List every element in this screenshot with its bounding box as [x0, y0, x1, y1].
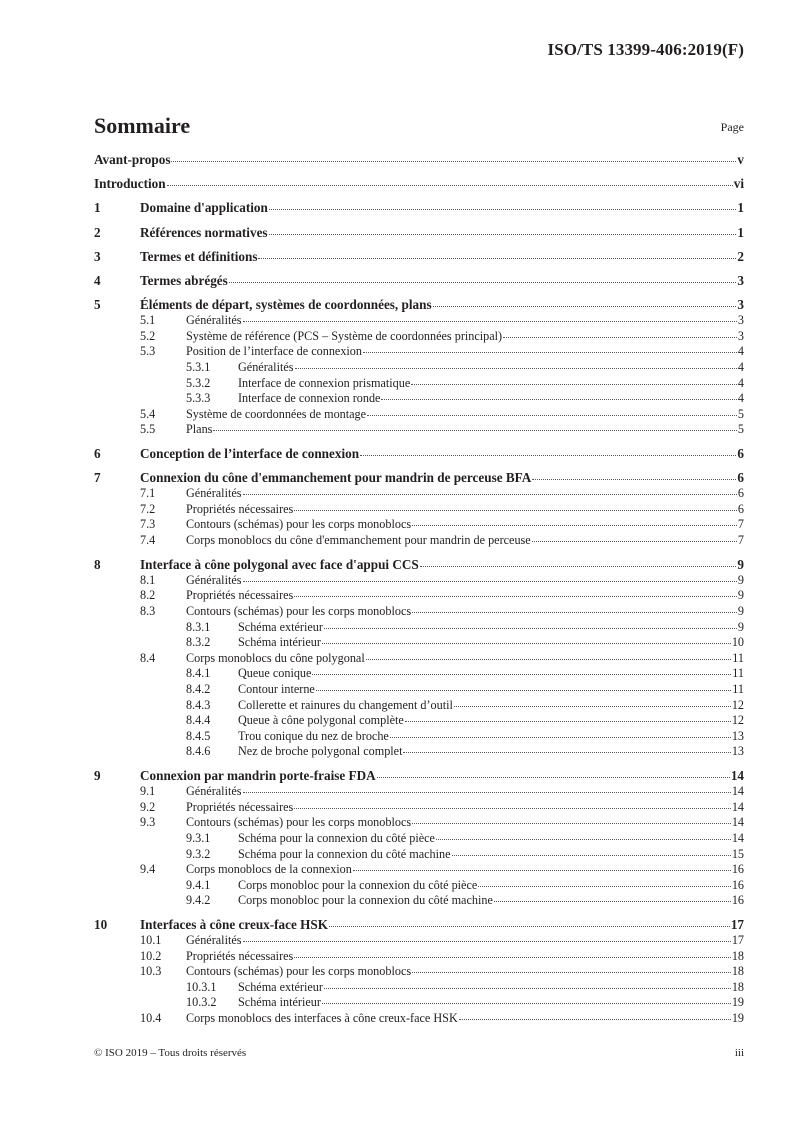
toc-entry-number: 8.3.1: [186, 619, 211, 634]
toc-entry[interactable]: [94, 682, 744, 698]
toc-entry-label[interactable]: Corps monoblocs du cône d'emmanchement pour mandrin de perceuse: [186, 533, 531, 548]
dot-leader: [412, 823, 731, 824]
toc-entry-number: 8.3: [140, 604, 156, 618]
dot-leader: [452, 855, 731, 856]
toc-entry-number: 3: [94, 248, 101, 264]
toc-entry[interactable]: [94, 847, 744, 863]
toc-entry-label[interactable]: Interface de connexion ronde: [238, 391, 381, 406]
toc-entry[interactable]: [94, 666, 744, 682]
toc-entry-page[interactable]: 15: [731, 846, 744, 861]
dot-leader: [329, 926, 730, 927]
toc-entry-page[interactable]: 4: [737, 375, 744, 390]
dot-leader: [294, 808, 731, 809]
toc-entry-page[interactable]: 5: [737, 406, 744, 421]
toc-entry-number: 9.3.1: [186, 830, 211, 845]
toc-entry-page[interactable]: 2: [737, 248, 744, 264]
toc-entry-label[interactable]: Propriétés nécessaires: [186, 501, 294, 516]
toc-entry[interactable]: [94, 768, 744, 784]
toc-entry[interactable]: [94, 878, 744, 894]
toc-entry-label[interactable]: Contour interne: [238, 681, 315, 696]
dot-leader: [420, 566, 737, 567]
toc-entry-label[interactable]: Conception de l’interface de connexion: [140, 446, 360, 462]
toc-entry-page[interactable]: 14: [731, 799, 744, 814]
toc-entry-page[interactable]: 1: [737, 200, 744, 216]
dot-leader: [433, 306, 737, 307]
toc-entry[interactable]: [94, 588, 744, 604]
toc-entry-label[interactable]: Schéma intérieur: [238, 635, 321, 650]
dot-leader: [243, 494, 737, 495]
toc-entry[interactable]: [94, 470, 744, 486]
toc-entry-number: 7.2: [140, 501, 156, 516]
toc-entry-label[interactable]: Références normatives: [140, 224, 268, 240]
toc-entry-page[interactable]: 14: [731, 815, 744, 830]
toc-entry[interactable]: [94, 713, 744, 729]
toc-entry[interactable]: [94, 604, 744, 620]
toc-entry-label[interactable]: Propriétés nécessaires: [186, 588, 294, 603]
toc-entry[interactable]: [94, 391, 744, 407]
toc-entry-page[interactable]: 19: [731, 995, 744, 1010]
toc-entry-label[interactable]: Corps monoblocs du cône polygonal: [186, 650, 365, 665]
dot-leader: [390, 737, 731, 738]
toc-entry-page[interactable]: 16: [731, 893, 744, 908]
toc-entry-page[interactable]: vi: [733, 176, 744, 192]
toc-entry-label[interactable]: Domaine d'application: [140, 200, 268, 216]
toc-entry-number: 5: [94, 297, 101, 313]
page-number: iii: [734, 1047, 744, 1059]
toc-entry[interactable]: [94, 651, 744, 667]
toc-entry-page[interactable]: 7: [737, 517, 744, 532]
dot-leader: [503, 337, 737, 338]
toc-entry-label[interactable]: Plans: [186, 422, 213, 437]
toc-entry[interactable]: [94, 313, 744, 329]
dot-leader: [353, 870, 731, 871]
toc-entry-page[interactable]: 9: [737, 619, 744, 634]
dot-leader: [405, 721, 731, 722]
toc-entry-page[interactable]: 5: [737, 422, 744, 437]
toc-entry-page[interactable]: v: [737, 152, 744, 167]
toc-entry-number: 5.5: [140, 422, 156, 437]
toc-entry[interactable]: [94, 815, 744, 831]
dot-leader: [322, 643, 731, 644]
toc-entry-page[interactable]: 13: [731, 744, 744, 759]
toc-entry-page[interactable]: 14: [731, 784, 744, 799]
toc-entry-number: 10.3.1: [186, 979, 217, 994]
toc-entry-label[interactable]: Contours (schémas) pour les corps monoblocs: [186, 964, 412, 979]
toc-entry-number: 4: [94, 272, 101, 288]
toc-entry-label[interactable]: Nez de broche polygonal complet: [238, 744, 403, 759]
dot-leader: [243, 581, 737, 582]
toc-entry[interactable]: [94, 376, 744, 392]
toc-entry-number: 8.4.2: [186, 681, 211, 696]
dot-leader: [243, 321, 737, 322]
dot-leader: [436, 839, 731, 840]
toc-entry-page[interactable]: 19: [731, 1011, 744, 1026]
toc-entry-label[interactable]: Corps monoblocs des interfaces à cône creux-face HSK: [186, 1011, 458, 1026]
dot-leader: [171, 161, 736, 162]
toc-entry-number: 5.4: [140, 406, 156, 421]
toc-entry-label[interactable]: Éléments de départ, systèmes de coordonnées, plans: [140, 297, 432, 313]
toc-entry-label[interactable]: Généralités: [238, 359, 294, 374]
dot-leader: [532, 541, 737, 542]
dot-leader: [360, 455, 736, 456]
toc-entry-number: 5.1: [140, 313, 156, 328]
toc-entry-number: 7.1: [140, 486, 156, 501]
toc-entry-number: 8.4.1: [186, 666, 211, 681]
dot-leader: [294, 596, 737, 597]
dot-leader: [243, 941, 731, 942]
toc-entry[interactable]: [94, 893, 744, 909]
toc-entry-number: 10.3: [140, 964, 162, 979]
toc-entry-page[interactable]: 6: [737, 446, 744, 462]
toc-entry-label[interactable]: Trou conique du nez de broche: [238, 728, 389, 743]
dot-leader: [324, 628, 737, 629]
toc-entry-label[interactable]: Termes abrégés: [140, 272, 228, 288]
toc-entry-number: 10.2: [140, 948, 162, 963]
toc-entry[interactable]: [94, 831, 744, 847]
toc-entry-label[interactable]: Avant-propos: [94, 152, 171, 167]
toc-entry-page[interactable]: 4: [737, 359, 744, 374]
toc-entry-label[interactable]: Généralités: [186, 313, 242, 328]
toc-entry-label[interactable]: Queue conique: [238, 666, 312, 681]
toc-entry[interactable]: [94, 949, 744, 965]
toc-entry-label[interactable]: Collerette et rainures du changement d’outil: [238, 697, 453, 712]
dot-leader: [412, 612, 737, 613]
toc-entry[interactable]: [94, 225, 744, 241]
dot-leader: [366, 659, 732, 660]
toc-entry-number: 8.1: [140, 572, 156, 587]
toc-entry-number: 8.4.6: [186, 744, 211, 759]
toc-entry-label[interactable]: Schéma extérieur: [238, 979, 323, 994]
toc-entry-number: 7.4: [140, 533, 156, 548]
dot-leader: [243, 792, 731, 793]
toc-entry-label[interactable]: Termes et définitions: [140, 248, 258, 264]
toc-entry[interactable]: [94, 557, 744, 573]
toc-entry-page[interactable]: 6: [737, 470, 744, 486]
dot-leader: [459, 1019, 731, 1020]
toc-entry-number: 10: [94, 917, 108, 933]
copyright-notice: © ISO 2019 – Tous droits réservés: [94, 1047, 247, 1059]
toc-entry[interactable]: [94, 635, 744, 651]
dot-leader: [295, 368, 737, 369]
dot-leader: [412, 972, 731, 973]
toc-entry[interactable]: [94, 152, 744, 168]
toc-entry[interactable]: [94, 273, 744, 289]
toc-entry-page[interactable]: 18: [731, 948, 744, 963]
toc-entry-label[interactable]: Corps monobloc pour la connexion du côté pièce: [238, 877, 478, 892]
toc-entry[interactable]: [94, 486, 744, 502]
toc-entry-label[interactable]: Schéma pour la connexion du côté machine: [238, 846, 451, 861]
toc-entry[interactable]: [94, 446, 744, 462]
toc-entry-label[interactable]: Schéma intérieur: [238, 995, 321, 1010]
toc-entry-page[interactable]: 12: [731, 697, 744, 712]
toc-entry-page[interactable]: 17: [730, 917, 744, 933]
dot-leader: [316, 690, 731, 691]
toc-entry[interactable]: [94, 800, 744, 816]
toc-entry-page[interactable]: 17: [731, 933, 744, 948]
toc-entry-page[interactable]: 14: [730, 768, 744, 784]
toc-entry-number: 9.3.2: [186, 846, 211, 861]
toc-entry-label[interactable]: Corps monobloc pour la connexion du côté machine: [238, 893, 493, 908]
dot-leader: [412, 525, 737, 526]
toc-entry[interactable]: [94, 862, 744, 878]
toc-entry-label[interactable]: Propriétés nécessaires: [186, 948, 294, 963]
dot-leader: [381, 399, 736, 400]
toc-entry-page[interactable]: 9: [737, 604, 744, 618]
toc-entry-number: 8: [94, 556, 101, 572]
dot-leader: [229, 282, 737, 283]
toc-entry-page[interactable]: 18: [731, 979, 744, 994]
dot-leader: [167, 185, 733, 186]
page-column-label: Page: [720, 120, 744, 134]
dot-leader: [367, 415, 737, 416]
toc-entry-label[interactable]: Système de référence (PCS – Système de coordonnées principal): [186, 328, 503, 343]
toc-entry-page[interactable]: 13: [731, 728, 744, 743]
toc-entry-page[interactable]: 16: [731, 862, 744, 877]
toc-entry-page[interactable]: 6: [737, 486, 744, 501]
toc-entry[interactable]: [94, 980, 744, 996]
dot-leader: [532, 479, 736, 480]
dot-leader: [377, 777, 730, 778]
toc-entry[interactable]: [94, 502, 744, 518]
toc-entry-number: 8.3.2: [186, 635, 211, 650]
toc-entry-page[interactable]: 9: [737, 588, 744, 603]
toc-entry[interactable]: [94, 933, 744, 949]
toc-entry-label[interactable]: Contours (schémas) pour les corps monoblocs: [186, 815, 412, 830]
toc-entry-label[interactable]: Interface de connexion prismatique: [238, 375, 411, 390]
dot-leader: [478, 886, 731, 887]
toc-entry[interactable]: [94, 422, 744, 438]
toc-entry-page[interactable]: 18: [731, 964, 744, 979]
toc-entry[interactable]: [94, 533, 744, 549]
page-title: Sommaire: [94, 113, 191, 138]
dot-leader: [312, 674, 731, 675]
toc-entry-label[interactable]: Généralités: [186, 784, 242, 799]
toc-entry-page[interactable]: 7: [737, 533, 744, 548]
toc-entry-number: 9.3: [140, 815, 156, 830]
toc-entry-number: 9.2: [140, 799, 156, 814]
toc-entry-number: 10.1: [140, 933, 162, 948]
toc-entry[interactable]: [94, 698, 744, 714]
toc-entry-label[interactable]: Propriétés nécessaires: [186, 799, 294, 814]
toc-entry-number: 8.4.5: [186, 728, 211, 743]
toc-entry-number: 5.3.1: [186, 359, 211, 374]
dot-leader: [494, 901, 731, 902]
toc-entry-label[interactable]: Position de l’interface de connexion: [186, 344, 362, 359]
toc-entry-number: 9.4: [140, 862, 156, 877]
toc-entry-label[interactable]: Corps monoblocs de la connexion: [186, 862, 352, 877]
toc-entry-number: 5.3: [140, 344, 156, 359]
toc-entry[interactable]: [94, 407, 744, 423]
toc-entry[interactable]: [94, 329, 744, 345]
toc-entry[interactable]: [94, 249, 744, 265]
toc-entry[interactable]: [94, 784, 744, 800]
toc-entry-label[interactable]: Queue à cône polygonal complète: [238, 713, 404, 728]
toc-entry-label[interactable]: Connexion du cône d'emmanchement pour mandrin de perceuse BFA: [140, 470, 532, 486]
dot-leader: [269, 209, 737, 210]
toc-entry[interactable]: [94, 744, 744, 760]
dot-leader: [213, 430, 736, 431]
toc-entry-number: 9.4.1: [186, 877, 211, 892]
toc-entry-number: 1: [94, 200, 101, 216]
toc-entry[interactable]: [94, 620, 744, 636]
toc-entry-page[interactable]: 11: [732, 681, 744, 696]
toc-entry-page[interactable]: 3: [737, 272, 744, 288]
toc-entry-label[interactable]: Schéma extérieur: [238, 619, 323, 634]
toc-entry-page[interactable]: 12: [731, 713, 744, 728]
toc-entry-label[interactable]: Connexion par mandrin porte-fraise FDA: [140, 768, 376, 784]
toc-entry[interactable]: [94, 729, 744, 745]
toc-entry-number: 7.3: [140, 517, 156, 532]
toc-entry-label[interactable]: Contours (schémas) pour les corps monoblocs: [186, 517, 412, 532]
toc-entry-number: 8.4.3: [186, 697, 211, 712]
toc-entry-page[interactable]: 4: [737, 344, 744, 359]
toc-entry-label[interactable]: Schéma pour la connexion du côté pièce: [238, 830, 435, 845]
toc-entry[interactable]: [94, 995, 744, 1011]
dot-leader: [269, 234, 737, 235]
toc-entry[interactable]: [94, 344, 744, 360]
toc-entry[interactable]: [94, 573, 744, 589]
toc-entry-number: 6: [94, 446, 101, 462]
toc-entry-number: 8.2: [140, 588, 156, 603]
table-of-contents: [94, 152, 744, 1027]
toc-entry-number: 10.4: [140, 1011, 162, 1026]
dot-leader: [258, 258, 736, 259]
toc-entry-label[interactable]: Introduction: [94, 176, 166, 192]
document-id: ISO/TS 13399-406:2019(F): [547, 40, 744, 59]
toc-entry-label[interactable]: Interface à cône polygonal avec face d'appui CCS: [140, 556, 419, 572]
toc-entry[interactable]: [94, 360, 744, 376]
toc-entry-number: 7: [94, 470, 101, 486]
toc-entry-number: 9.4.2: [186, 893, 211, 908]
toc-entry-label[interactable]: Généralités: [186, 572, 242, 587]
toc-entry-page[interactable]: 10: [731, 635, 744, 650]
toc-entry[interactable]: [94, 517, 744, 533]
dot-leader: [294, 510, 737, 511]
dot-leader: [363, 352, 737, 353]
toc-entry[interactable]: [94, 964, 744, 980]
toc-entry[interactable]: [94, 176, 744, 192]
toc-entry-label[interactable]: Généralités: [186, 933, 242, 948]
dot-leader: [403, 752, 730, 753]
toc-entry-page[interactable]: 1: [737, 224, 744, 240]
toc-entry-page[interactable]: 3: [737, 313, 744, 328]
toc-entry-number: 9: [94, 768, 101, 784]
toc-entry-page[interactable]: 11: [732, 666, 744, 681]
toc-entry-page[interactable]: 4: [737, 391, 744, 406]
toc-entry[interactable]: [94, 1011, 744, 1027]
toc-entry[interactable]: [94, 917, 744, 933]
toc-entry-page[interactable]: 6: [737, 501, 744, 516]
toc-entry-page[interactable]: 11: [732, 650, 744, 665]
toc-entry-label[interactable]: Généralités: [186, 486, 242, 501]
toc-entry-page[interactable]: 3: [737, 297, 744, 313]
dot-leader: [411, 384, 737, 385]
toc-entry-page[interactable]: 9: [737, 556, 744, 572]
toc-entry-page[interactable]: 14: [731, 830, 744, 845]
toc-entry-number: 9.1: [140, 784, 156, 799]
toc-entry-number: 2: [94, 224, 101, 240]
toc-entry[interactable]: [94, 297, 744, 313]
toc-entry-number: 10.3.2: [186, 995, 217, 1010]
dot-leader: [324, 988, 731, 989]
toc-entry-number: 8.4: [140, 650, 156, 665]
toc-entry-number: 8.4.4: [186, 713, 211, 728]
toc-entry-number: 5.3.3: [186, 391, 211, 406]
page-footer: [94, 1047, 744, 1059]
toc-entry-page[interactable]: 16: [731, 877, 744, 892]
dot-leader: [322, 1003, 731, 1004]
toc-entry-label[interactable]: Système de coordonnées de montage: [186, 406, 367, 421]
toc-entry-label[interactable]: Interfaces à cône creux-face HSK: [140, 917, 328, 933]
toc-entry-number: 5.3.2: [186, 375, 211, 390]
dot-leader: [294, 957, 731, 958]
toc-entry-number: 5.2: [140, 328, 156, 343]
toc-entry-page[interactable]: 9: [737, 572, 744, 587]
toc-entry-page[interactable]: 3: [737, 328, 744, 343]
dot-leader: [454, 706, 731, 707]
toc-entry[interactable]: [94, 200, 744, 216]
toc-entry-label[interactable]: Contours (schémas) pour les corps monoblocs: [186, 604, 412, 618]
